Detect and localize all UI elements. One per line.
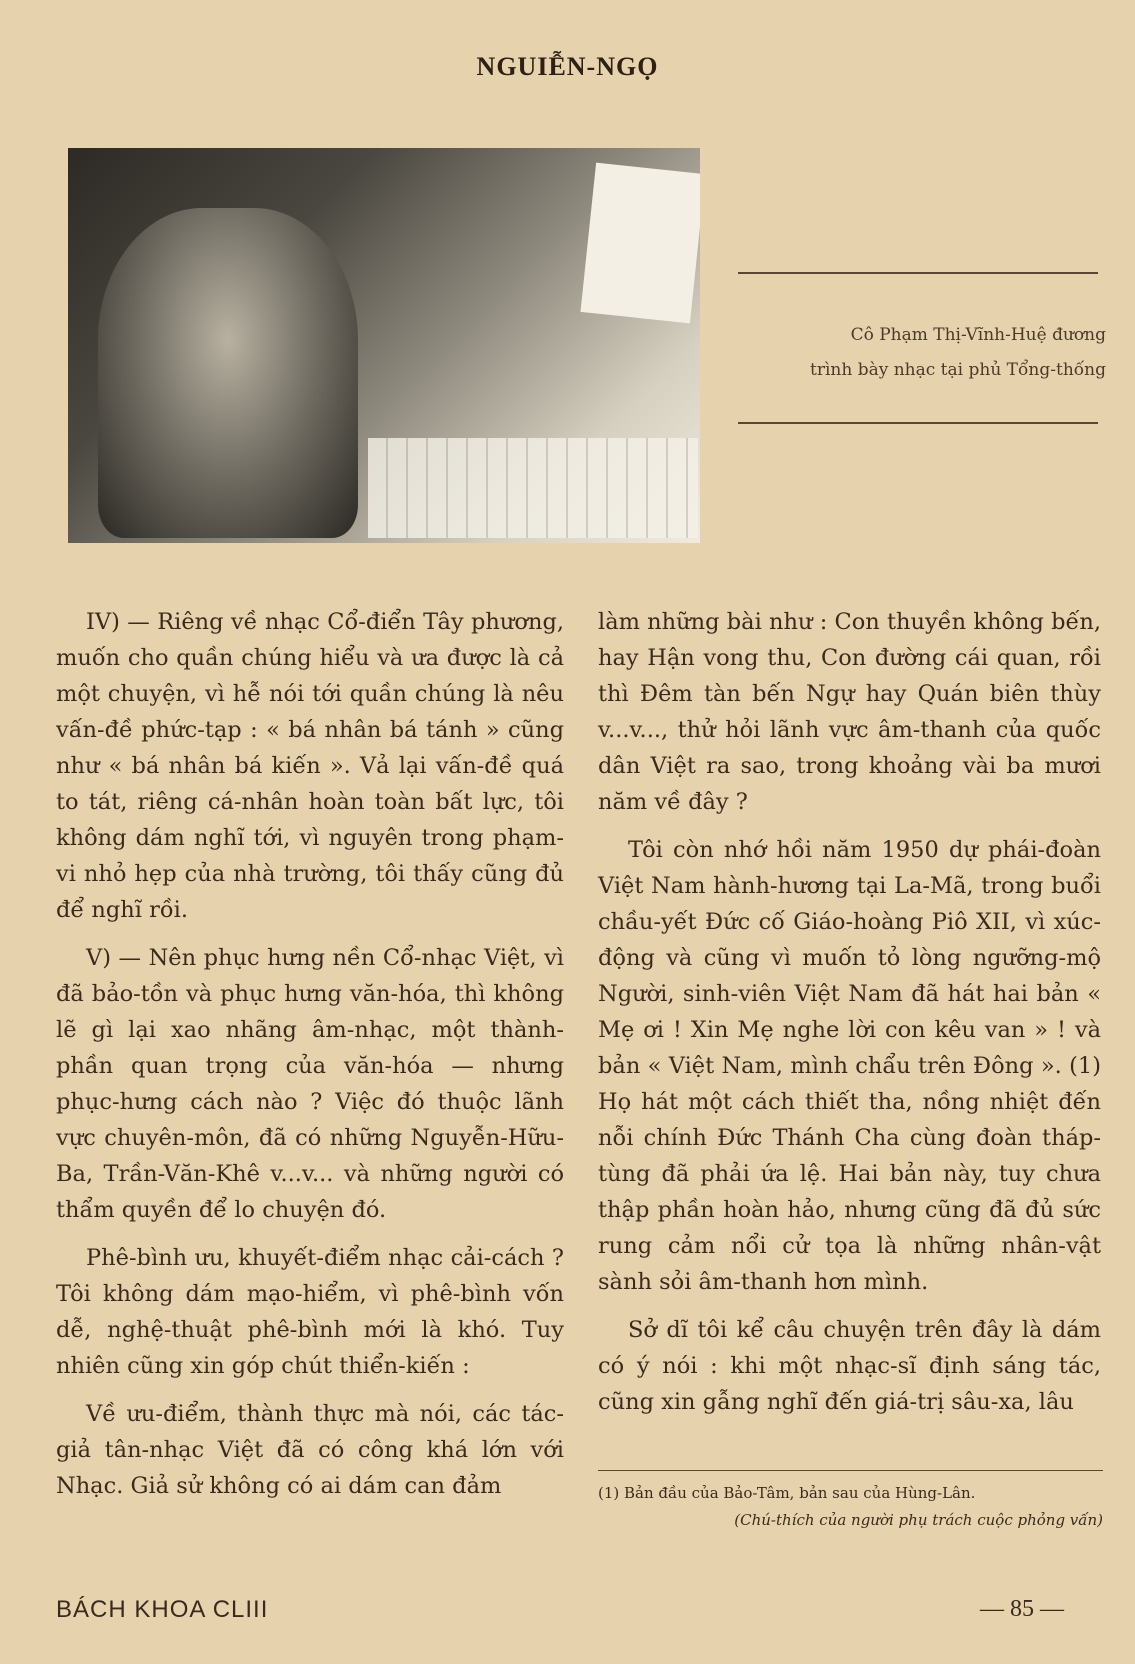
photo-piano-keys	[368, 438, 698, 538]
magazine-footer: BÁCH KHOA CLIII	[56, 1596, 269, 1623]
caption-rule-top	[738, 272, 1098, 274]
paragraph: Về ưu-điểm, thành thực mà nói, các tác-giả tân-nhạc Việt đã có công khá lớn với Nhạc. Giả sử không có ai dám can đảm	[56, 1401, 564, 1499]
caption-line-2: trình bày nhạc tại phủ Tổng-thống	[810, 360, 1106, 380]
footnote-1: (1) Bản đầu của Bảo-Tâm, bản sau của Hùng-Lân.	[598, 1484, 976, 1502]
paragraph: Sở dĩ tôi kể câu chuyện trên đây là dám có ý nói : khi một nhạc-sĩ định sáng tác, cũng xin gẫng nghĩ đến giá-trị sâu-xa, lâu	[598, 1317, 1101, 1415]
photo-pianist	[68, 148, 700, 543]
paragraph: làm những bài như : Con thuyền không bến, hay Hận vong thu, Con đường cái quan, rồi thì Đêm tàn bến Ngự hay Quán biên thùy v...v..., thử hỏi lãnh vực âm-thanh của quốc dân Việt ra sao, trong khoảng vài ba mươi năm về đây ?	[598, 609, 1101, 815]
paragraph: Phê-bình ưu, khuyết-điểm nhạc cải-cách ? Tôi không dám mạo-hiểm, vì phê-bình vốn dễ, nghệ-thuật phê-bình mới là khó. Tuy nhiên cũng xin góp chút thiển-kiến :	[56, 1245, 564, 1379]
right-column	[598, 604, 1101, 1432]
photo-sheet-music	[580, 163, 700, 324]
left-column	[56, 604, 564, 1516]
paragraph: Tôi còn nhớ hồi năm 1950 dự phái-đoàn Việt Nam hành-hương tại La-Mã, trong buổi chầu-yết Đức cố Giáo-hoàng Piô XII, vì xúc-động và cũng vì muốn tỏ lòng ngưỡng-mộ Người, sinh-viên Việt Nam đã hát hai bản « Mẹ ơi ! Xin Mẹ nghe lời con kêu van » ! và bản « Việt Nam, mình chẩu trên Đông ». (1) Họ hát một cách thiết tha, nồng nhiệt đến nỗi chính Đức Thánh Cha cùng đoàn tháp-tùng đã phải ứa lệ. Hai bản này, tuy chưa thập phần hoàn hảo, nhưng cũng đã đủ sức rung cảm nổi cử tọa là những nhân-vật sành sỏi âm-thanh hơn mình.	[598, 837, 1101, 1295]
footnote-rule	[598, 1470, 1103, 1471]
page-number: — 85 —	[980, 1596, 1064, 1622]
running-header: NGUIỄN-NGỌ	[476, 52, 659, 81]
caption-line-1: Cô Phạm Thị-Vĩnh-Huệ đương	[850, 325, 1106, 345]
photo-caption	[738, 318, 1106, 388]
paragraph: IV) — Riêng về nhạc Cổ-điển Tây phương, muốn cho quần chúng hiểu và ưa được là cả một chuyện, vì hễ nói tới quần chúng là nêu vấn-đề phức-tạp : « bá nhân bá tánh » cũng như « bá nhân bá kiến ». Vả lại vấn-đề quá to tát, riêng cá-nhân hoàn toàn bất lực, tôi không dám nghĩ tới, vì nguyên trong phạm-vi nhỏ hẹp của nhà trường, tôi thấy cũng đủ để nghĩ rồi.	[56, 609, 564, 923]
paragraph: V) — Nên phục hưng nền Cổ-nhạc Việt, vì đã bảo-tồn và phục hưng văn-hóa, thì không lẽ gì lại xao nhãng âm-nhạc, một thành-phần quan trọng của văn-hóa — nhưng phục-hưng cách nào ? Việc đó thuộc lãnh vực chuyên-môn, đã có những Nguyễn-Hữu-Ba, Trần-Văn-Khê v...v... và những người có thẩm quyền để lo chuyện đó.	[56, 945, 564, 1223]
footnote-credit: (Chú-thích của người phụ trách cuộc phỏng vấn)	[734, 1511, 1103, 1529]
caption-rule-bottom	[738, 422, 1098, 424]
footnotes	[598, 1480, 1103, 1534]
photo-figure	[98, 208, 358, 538]
